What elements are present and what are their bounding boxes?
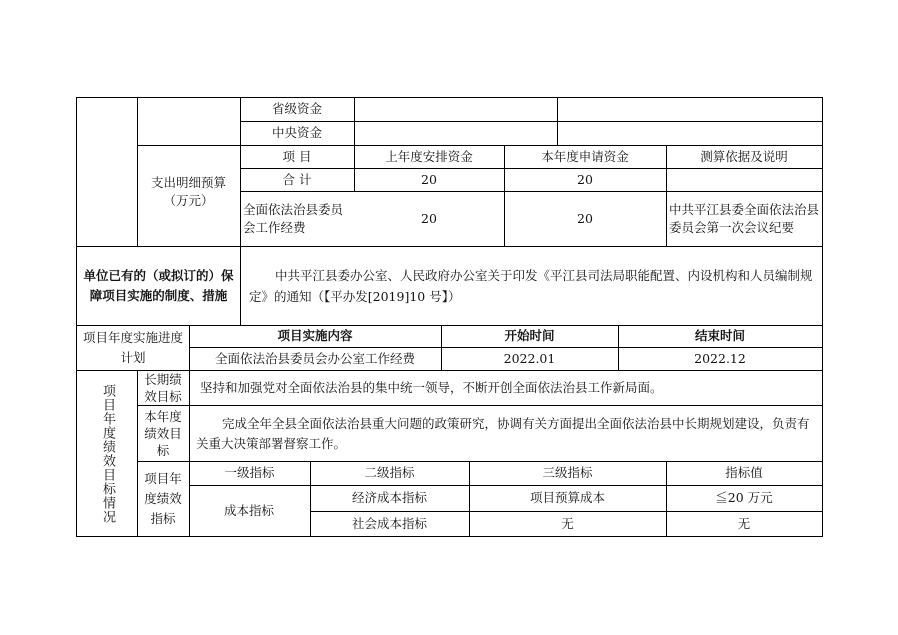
budget-item-this-year: 20 — [577, 210, 593, 226]
budget-header-last-year: 上年度安排资金 — [385, 148, 473, 164]
budget-item-basis: 中共平江县委全面依法治县委员会第一次会议纪要 — [669, 201, 820, 235]
budget-total-this-year: 20 — [577, 171, 593, 187]
budget-side-label: 支出明细预算（万元） — [150, 175, 226, 208]
budget-header-basis: 测算依据及说明 — [700, 148, 788, 164]
indicator-header-value: 指标值 — [725, 465, 763, 480]
schedule-header-end: 结束时间 — [694, 328, 745, 343]
schedule-label: 项目年度实施进度计划 — [83, 330, 184, 365]
social-cost-level3: 无 — [561, 515, 574, 531]
budget-item-name: 全面依法治县委员会工作经费 — [243, 201, 344, 235]
schedule-header-content: 项目实施内容 — [277, 328, 353, 343]
budget-total-label: 合 计 — [282, 171, 312, 187]
indicator-header-level2: 二级指标 — [364, 465, 415, 480]
budget-header-this-year: 本年度申请资金 — [541, 148, 629, 164]
long-term-goal-text: 坚持和加强党对全面依法治县的集中统一领导，不断开创全面依法治县工作新局面。 — [200, 379, 663, 395]
schedule-row-content: 全面依法治县委员会办公室工作经费 — [214, 350, 415, 366]
schedule-row-start: 2022.01 — [503, 350, 556, 366]
social-cost-value: 无 — [737, 515, 751, 531]
budget-header-item: 项 目 — [282, 148, 312, 164]
goals-label-text: 项目年度绩效目标情况 — [100, 383, 115, 524]
economic-cost-level2: 经济成本指标 — [351, 490, 427, 505]
indicator-label: 项目年度绩效指标 — [144, 471, 182, 526]
indicator-header-level1: 一级指标 — [224, 465, 275, 480]
economic-cost-value: ≦20 万元 — [715, 490, 773, 505]
budget-item-last-year: 20 — [421, 210, 437, 226]
cost-indicator-label: 成本指标 — [223, 503, 274, 518]
goals-label — [77, 371, 137, 536]
policy-text: 中共平江县委办公室、人民政府办公室关于印发《平江县司法局职能配置、内设机构和人员编制规定》的通知（【平办发[2019]10 号】） — [249, 268, 813, 304]
annual-goal-text: 完成全年全县全面依法治县重大问题的政策研究，协调有关方面提出全面依法治县中长期规划建设，负责有关重大决策部署督察工作。 — [196, 415, 810, 451]
long-term-goal-label: 长期绩效目标 — [144, 371, 182, 404]
schedule-header-start: 开始时间 — [504, 328, 555, 343]
annual-goal-label: 本年度绩效目标 — [144, 409, 182, 458]
policy-label: 单位已有的（或拟订的）保障项目实施的制度、措施 — [83, 268, 234, 303]
schedule-row-end: 2022.12 — [694, 350, 746, 366]
budget-total-last-year: 20 — [421, 171, 437, 187]
indicator-header-level3: 三级指标 — [542, 465, 593, 480]
social-cost-level2: 社会成本指标 — [351, 515, 427, 531]
row-label-central-funds: 中央资金 — [271, 125, 322, 140]
economic-cost-level3: 项目预算成本 — [529, 490, 605, 505]
row-label-provincial-funds: 省级资金 — [271, 101, 322, 116]
